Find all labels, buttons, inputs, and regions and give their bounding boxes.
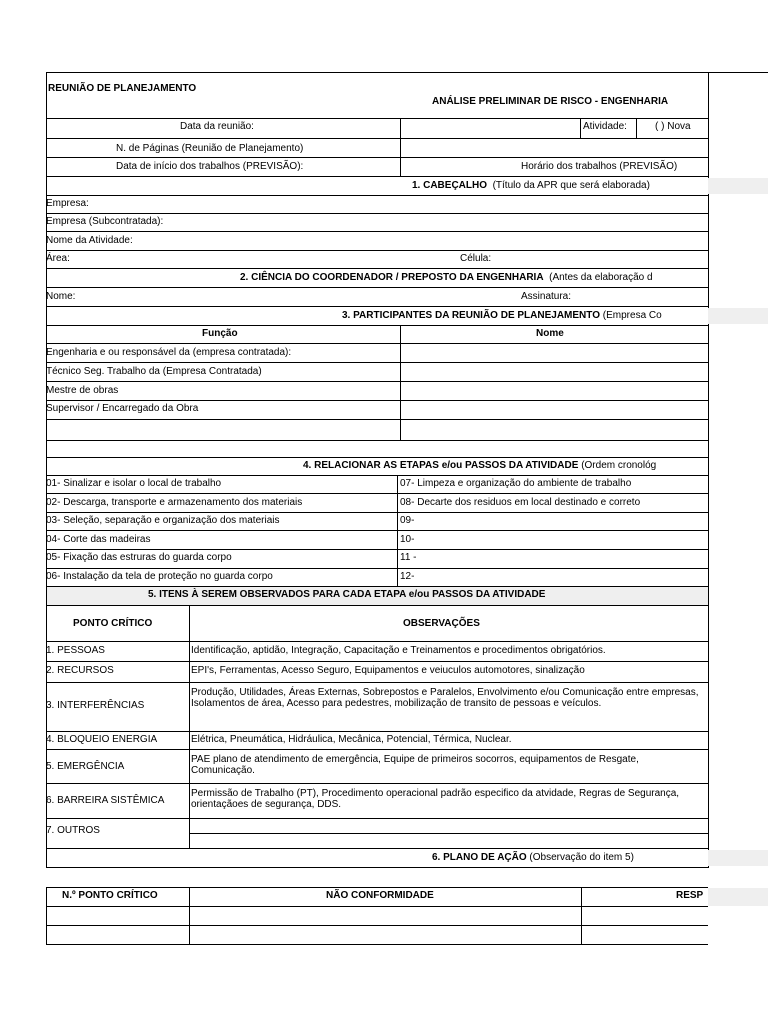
- rule: [46, 906, 708, 907]
- etapa-right: 10-: [400, 534, 415, 545]
- col-observacoes: OBSERVAÇÕES: [403, 618, 480, 629]
- etapa-left: 04- Corte das madeiras: [46, 534, 151, 545]
- etapa-left: 06- Instalação da tela de proteção no guarda corpo: [46, 571, 273, 582]
- nome-atividade-field[interactable]: Nome da Atividade:: [46, 235, 133, 246]
- etapa-right: 11 -: [400, 552, 417, 563]
- col-funcao: Função: [202, 328, 238, 339]
- ponto-critico: 1. PESSOAS: [46, 645, 105, 656]
- rule: [46, 749, 708, 750]
- section4-title: 4. RELACIONAR AS ETAPAS e/ou PASSOS DA ATIVIDADE (Ordem cronológ: [303, 460, 657, 471]
- rule: [46, 568, 708, 569]
- n-paginas-label: N. de Páginas (Reunião de Planejamento): [116, 143, 304, 154]
- ponto-critico: 4. BLOQUEIO ENERGIA: [46, 734, 158, 745]
- rule: [189, 887, 190, 945]
- etapa-right: 12-: [400, 571, 415, 582]
- rule: [581, 887, 582, 945]
- atividade-label: Atividade:: [583, 121, 627, 132]
- rule: [46, 731, 708, 732]
- empresa-field[interactable]: Empresa:: [46, 198, 89, 209]
- header-left-title: REUNIÃO DE PLANEJAMENTO: [48, 83, 197, 94]
- rule: [636, 118, 637, 138]
- rule: [46, 440, 708, 441]
- rule: [46, 605, 708, 606]
- col-n-ponto-critico: N.º PONTO CRÍTICO: [62, 890, 158, 901]
- rule: [46, 362, 708, 363]
- rule: [46, 195, 708, 196]
- data-reuniao-label: Data da reunião:: [180, 121, 254, 132]
- rule: [46, 867, 708, 868]
- ponto-critico: 5. EMERGÊNCIA: [46, 761, 125, 772]
- participant-row: Engenharia e ou responsável da (empresa contratada):: [46, 347, 292, 358]
- rule: [46, 268, 708, 269]
- observacao: Permissão de Trabalho (PT), Procedimento operacional padrão especifico da atvidade, Regras de Segurança, orientaçãoes de segurança, DDS.: [191, 788, 680, 810]
- ponto-critico: 7. OUTROS: [46, 825, 100, 836]
- rule: [46, 549, 708, 550]
- rule: [46, 887, 708, 888]
- ponto-critico: 6. BARREIRA SISTÊMICA: [46, 795, 165, 806]
- form-top-border: [46, 72, 768, 73]
- rule: [46, 848, 708, 849]
- rule: [46, 944, 708, 945]
- col-nao-conformidade: NÃO CONFORMIDADE: [326, 890, 434, 901]
- area-field[interactable]: Área:: [46, 253, 70, 264]
- assinatura-field[interactable]: Assinatura:: [521, 291, 572, 302]
- rule: [46, 887, 47, 945]
- rule: [580, 118, 581, 138]
- observacao: PAE plano de atendimento de emergência, Equipe de primeiros socorros, equipamentos de Resgate, Comunicação.: [191, 754, 639, 776]
- rule: [46, 138, 708, 139]
- rule: [400, 118, 401, 176]
- rule: [46, 475, 708, 476]
- etapa-left: 05- Fixação das estruras do guarda corpo: [46, 552, 232, 563]
- etapa-left: 03- Seleção, separação e organização dos materiais: [46, 515, 280, 526]
- rule: [46, 818, 708, 819]
- participant-row: Supervisor / Encarregado da Obra: [46, 403, 199, 414]
- rule: [189, 833, 708, 834]
- etapa-left: 02- Descarga, transporte e armazenamento dos materiais: [46, 497, 303, 508]
- gray-band: [708, 178, 768, 194]
- rule: [46, 512, 708, 513]
- section5-title: 5. ITENS À SEREM OBSERVADOS PARA CADA ETAPA e/ou PASSOS DA ATIVIDADE: [148, 589, 546, 600]
- rule: [46, 287, 708, 288]
- etapa-right: 08- Decarte dos residuos em local destinado e correto: [400, 497, 641, 508]
- section3-title: 3. PARTICIPANTES DA REUNIÃO DE PLANEJAMENTO (Empresa Co: [342, 310, 662, 321]
- rule: [46, 419, 708, 420]
- rule: [46, 381, 708, 382]
- section1-title: 1. CABEÇALHO (Título da APR que será elaborada): [412, 180, 650, 191]
- rule: [46, 157, 708, 158]
- rule: [46, 118, 708, 119]
- gray-band: [708, 888, 768, 906]
- section6-title: 6. PLANO DE AÇÃO (Observação do item 5): [432, 852, 634, 863]
- etapa-right: 07- Limpeza e organização do ambiente de trabalho: [400, 478, 632, 489]
- data-inicio-label: Data de início dos trabalhos (PREVISÃO):: [116, 161, 304, 172]
- participant-row: Mestre de obras: [46, 385, 119, 396]
- rule: [46, 493, 708, 494]
- rule: [46, 661, 708, 662]
- rule: [46, 641, 708, 642]
- rule: [46, 213, 708, 214]
- participant-row: Técnico Seg. Trabalho da (Empresa Contratada): [46, 366, 262, 377]
- ponto-critico: 2. RECURSOS: [46, 665, 114, 676]
- nova-checkbox[interactable]: ( ) Nova: [655, 121, 691, 132]
- rule: [46, 682, 708, 683]
- subcontratada-field[interactable]: Empresa (Subcontratada):: [46, 216, 164, 227]
- rule: [46, 530, 708, 531]
- celula-field[interactable]: Célula:: [460, 253, 492, 264]
- etapa-right: 09-: [400, 515, 415, 526]
- observacao: Produção, Utilidades, Áreas Externas, Sobrepostos e Paralelos, Envolvimento e/ou Comunicação entre empresas, Isolamentos de área, Acesso para pedestres, mobilização de transito de pessoas e veículos.: [191, 687, 699, 709]
- ponto-critico: 3. INTERFERÊNCIAS: [46, 700, 145, 711]
- etapa-left: 01- Sinalizar e isolar o local de trabalho: [46, 478, 222, 489]
- gray-band: [708, 308, 768, 324]
- rule: [46, 231, 708, 232]
- col-responsavel: RESP: [676, 890, 704, 901]
- rule: [46, 325, 708, 326]
- section2-title: 2. CIÊNCIA DO COORDENADOR / PREPOSTO DA ENGENHARIA (Antes da elaboração d: [240, 272, 653, 283]
- header-right-title: ANÁLISE PRELIMINAR DE RISCO - ENGENHARIA: [432, 96, 669, 107]
- gray-band: [708, 850, 768, 866]
- rule: [46, 925, 708, 926]
- observacao: Identificação, aptidão, Integração, Capacitação e Treinamentos e procedimentos obrigatórios.: [191, 645, 606, 656]
- rule: [46, 250, 708, 251]
- observacao: Elétrica, Pneumática, Hidráulica, Mecânica, Potencial, Térmica, Nuclear.: [191, 734, 512, 745]
- rule: [46, 457, 708, 458]
- rule: [46, 176, 708, 177]
- col-ponto-critico: PONTO CRÍTICO: [73, 618, 153, 629]
- rule: [397, 475, 398, 587]
- rule: [46, 783, 708, 784]
- nome-field[interactable]: Nome:: [46, 291, 76, 302]
- rule: [46, 306, 708, 307]
- rule: [46, 343, 708, 344]
- horario-label: Horário dos trabalhos (PREVISÃO): [521, 161, 678, 172]
- observacao: EPI's, Ferramentas, Acesso Seguro, Equipamentos e veiuculos automotores, sinalização: [191, 665, 585, 676]
- rule: [46, 400, 708, 401]
- col-nome: Nome: [536, 328, 564, 339]
